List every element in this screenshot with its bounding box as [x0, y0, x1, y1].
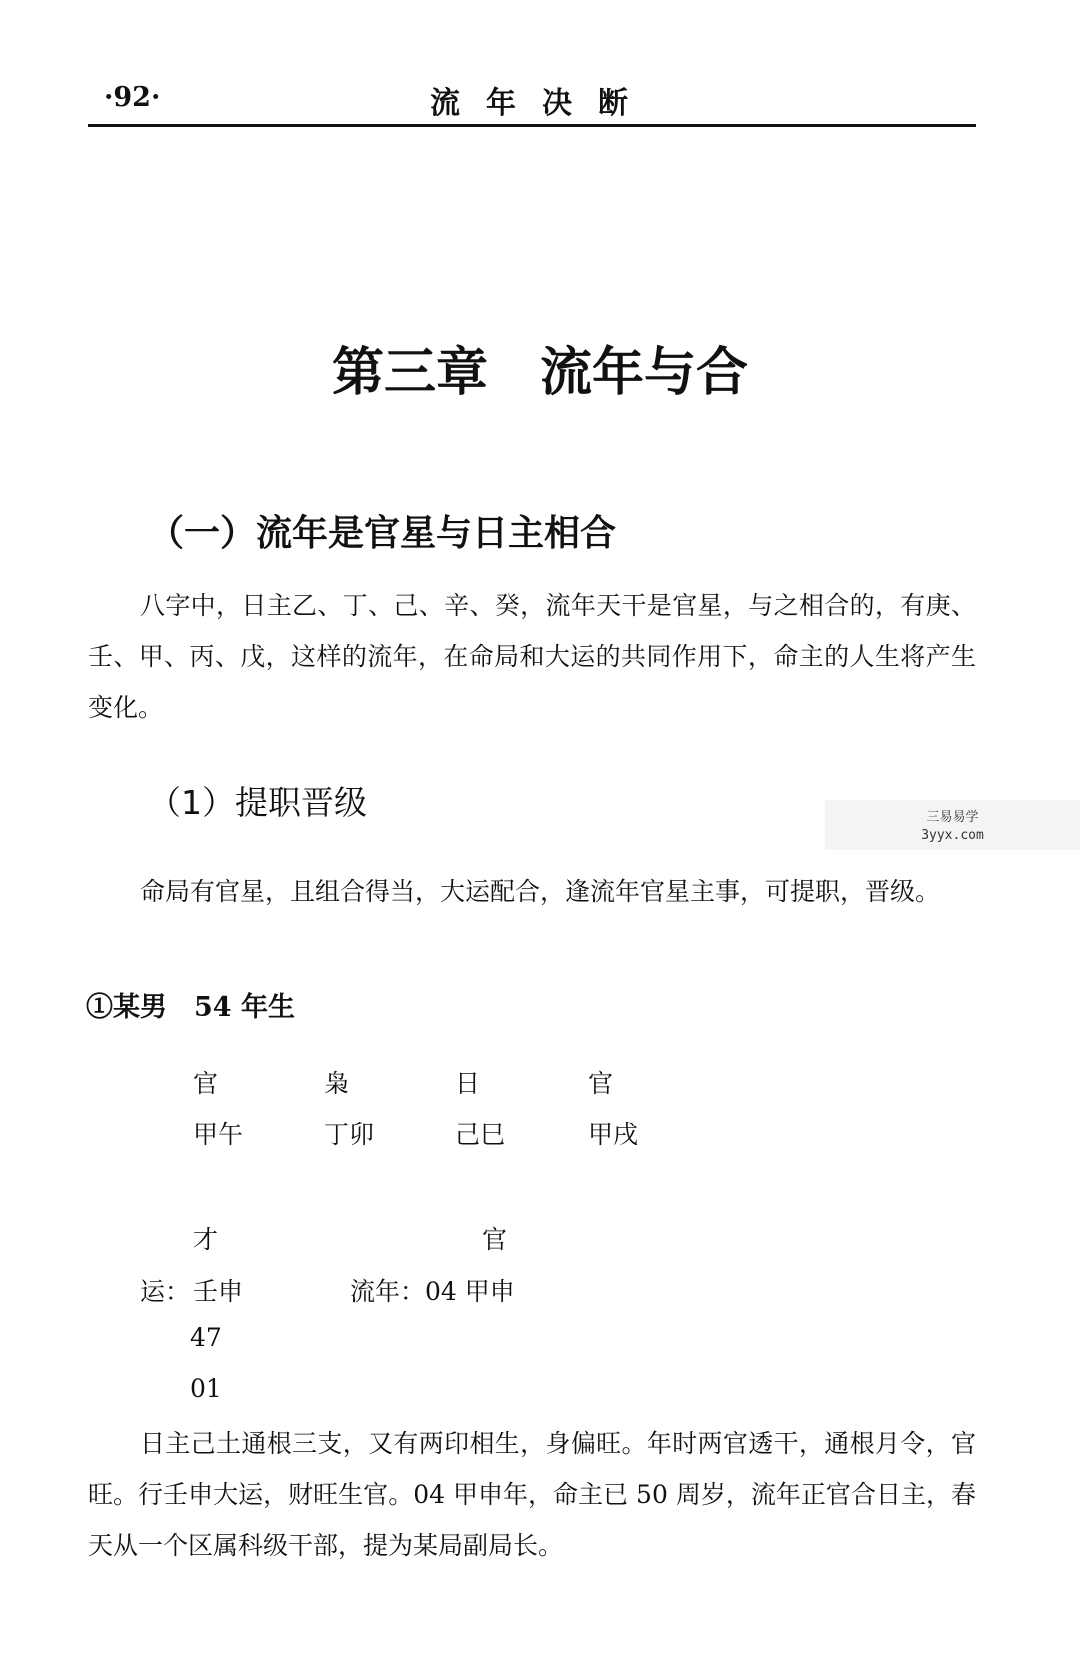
pillar-hour: 甲戌	[588, 1120, 639, 1149]
luck-start-age: 47	[190, 1323, 222, 1352]
chapter-title: 第三章 流年与合	[331, 343, 748, 403]
watermark	[825, 800, 1080, 850]
header-divider	[88, 124, 976, 127]
section-title: （一）流年是官星与日主相合	[148, 513, 617, 554]
subsection-paragraph: 命局有官星，且组合得当，大运配合，逢流年官星主事，可提职，晋级。	[140, 877, 941, 906]
luck-pillar: 壬申	[193, 1277, 244, 1306]
subsection-title: （1）提职晋级	[148, 783, 367, 822]
watermark-url: 3yyx.com	[921, 828, 984, 843]
example-title: ①某男 54 年生	[86, 992, 295, 1023]
flow-year-ten-god: 官	[482, 1225, 508, 1254]
watermark-site-name: 三易易学	[926, 810, 979, 825]
ten-god-month: 枭	[324, 1069, 350, 1098]
page-number: ·92·	[104, 82, 161, 113]
intro-paragraph: 八字中，日主乙、丁、己、辛、癸，流年天干是官星，与之相合的，有庚、壬、甲、丙、戊，这样的流年，在命局和大运的共同作用下，命主的人生将产生变化。	[88, 591, 976, 722]
analysis-paragraph: 日主己土通根三支，又有两印相生，身偏旺。年时两官透干，通根月令，官旺。行壬申大运，财旺生官。04 甲申年，命主已 50 周岁，流年正官合日主，春天从一个区属科级干部，提为某局副局长。	[88, 1429, 976, 1560]
luck-label: 运：	[140, 1277, 191, 1306]
luck-ten-god: 才	[193, 1225, 219, 1254]
pillar-month: 丁卯	[324, 1120, 375, 1149]
running-header-title: 流年决断	[430, 86, 654, 121]
pillar-day: 己巳	[455, 1120, 506, 1149]
ten-god-day: 日	[455, 1069, 481, 1098]
flow-year: 流年：04 甲申	[350, 1277, 515, 1306]
luck-start-year: 01	[190, 1374, 222, 1403]
pillar-year: 甲午	[193, 1120, 244, 1149]
ten-god-year: 官	[193, 1069, 219, 1098]
ten-god-hour: 官	[588, 1069, 614, 1098]
